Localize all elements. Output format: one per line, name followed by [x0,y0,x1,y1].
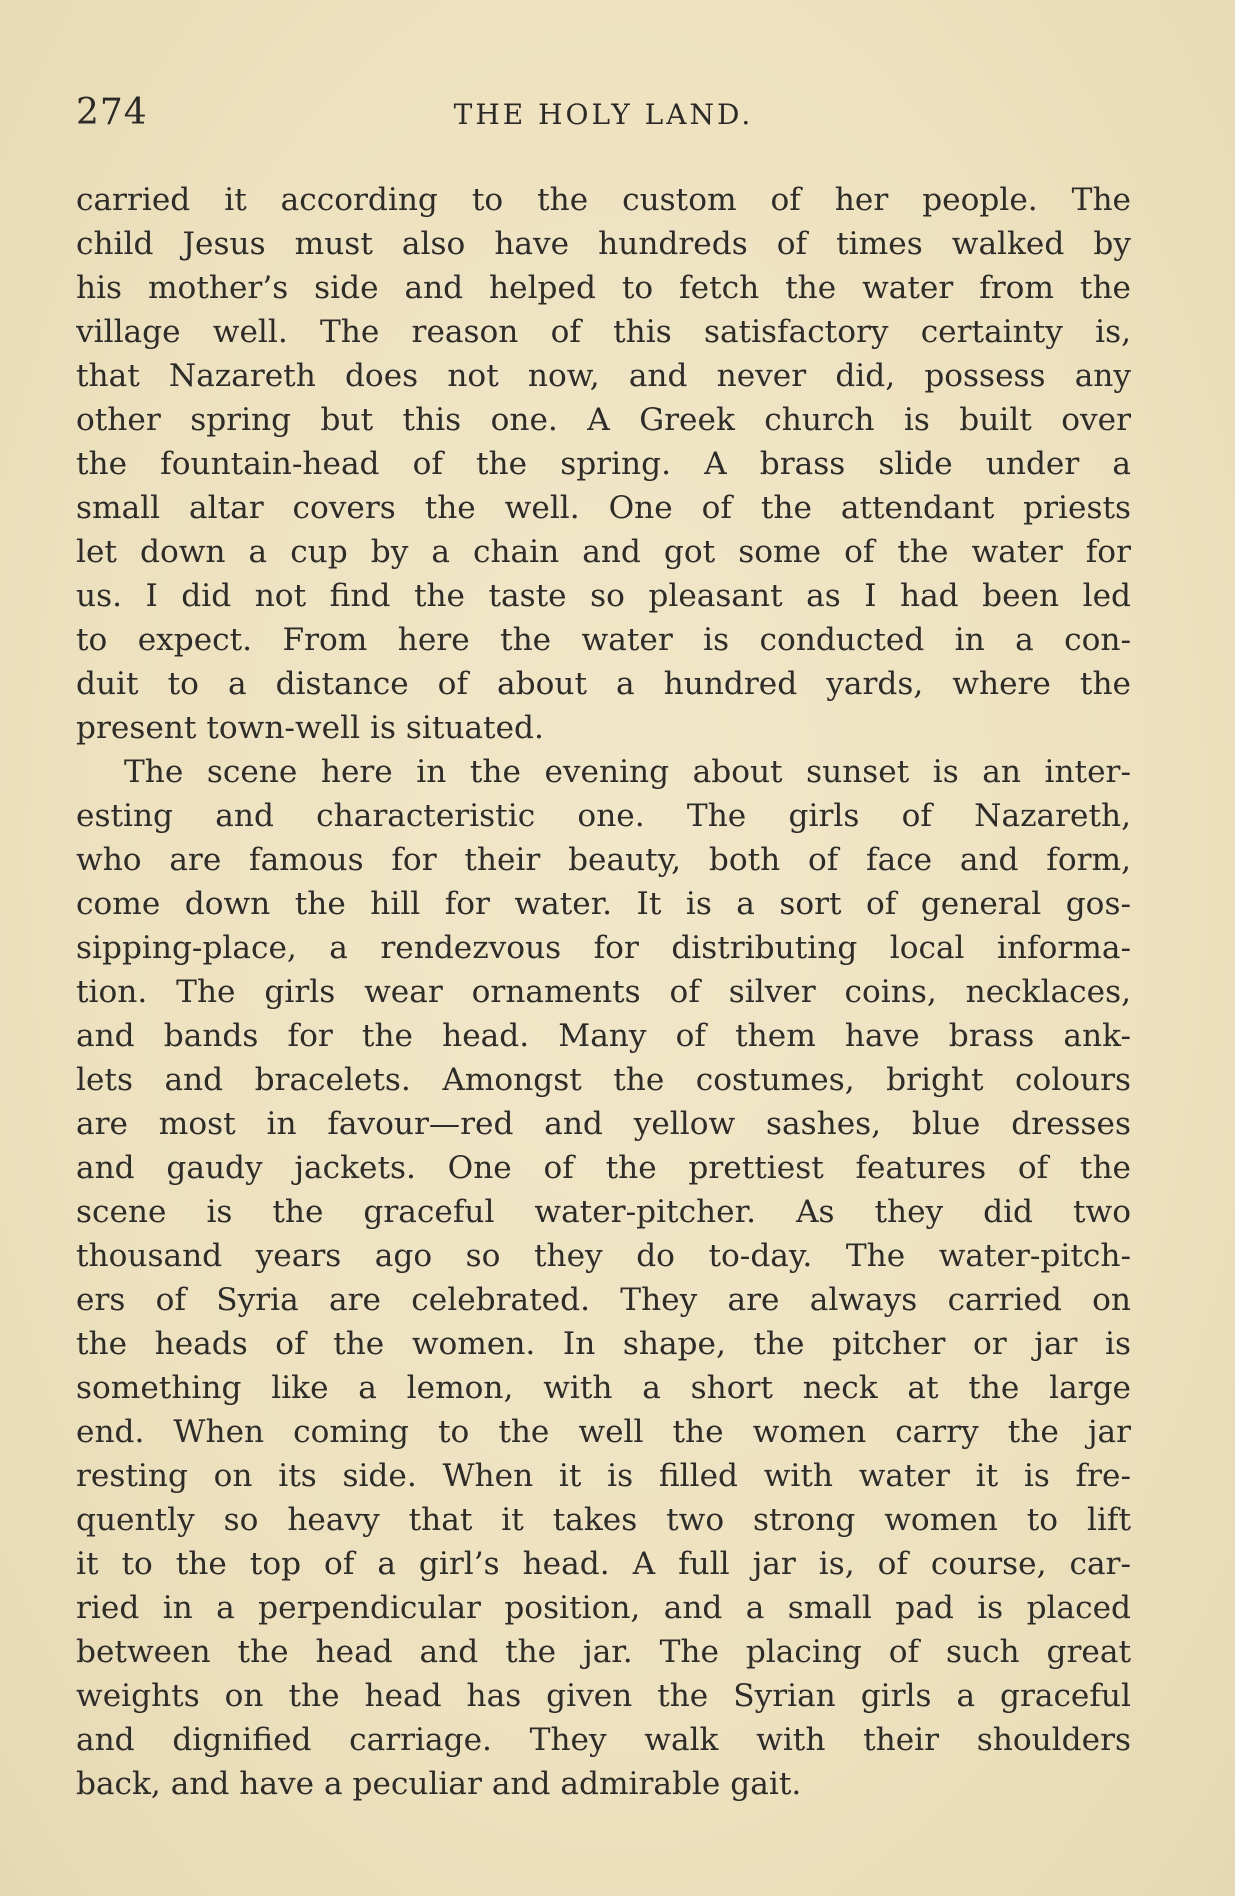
text-line: tion. The girls wear ornaments of silver coins, necklaces, [76,974,1131,1010]
text-line: and bands for the head. Many of them have brass ank- [76,1018,1131,1054]
paragraph-end-line: present town-well is situated. [76,710,544,746]
text-line: small altar covers the well. One of the attendant priests [76,490,1131,526]
paragraph-end-line: back, and have a peculiar and admirable gait. [76,1766,802,1802]
text-line: scene is the graceful water-pitcher. As they did two [76,1194,1131,1230]
text-line: come down the hill for water. It is a sort of general gos- [76,886,1131,922]
text-line: to expect. From here the water is conducted in a con- [76,622,1131,658]
paragraph-start-line: The scene here in the evening about sunset is an inter- [124,754,1131,790]
text-line: the fountain-head of the spring. A brass slide under a [76,446,1131,482]
text-line: and dignified carriage. They walk with their shoulders [76,1722,1131,1758]
text-line: his mother’s side and helped to fetch the water from the [76,270,1131,306]
text-line: us. I did not find the taste so pleasant as I had been led [76,578,1131,614]
page-header [76,92,1131,142]
text-line: thousand years ago so they do to-day. The water-pitch- [76,1238,1131,1274]
text-line: that Nazareth does not now, and never did, possess any [76,358,1131,394]
text-line: are most in favour—red and yellow sashes, blue dresses [76,1106,1131,1142]
text-line: lets and bracelets. Amongst the costumes, bright colours [76,1062,1131,1098]
text-line: let down a cup by a chain and got some of the water for [76,534,1131,570]
text-line: end. When coming to the well the women carry the jar [76,1414,1131,1450]
text-line: weights on the head has given the Syrian girls a graceful [76,1678,1131,1714]
text-line: esting and characteristic one. The girls of Nazareth, [76,798,1131,834]
text-line: ried in a perpendicular position, and a small pad is placed [76,1590,1131,1626]
text-line: carried it according to the custom of her people. The [76,182,1131,218]
text-line: ers of Syria are celebrated. They are always carried on [76,1282,1131,1318]
text-line: sipping-place, a rendezvous for distributing local informa- [76,930,1131,966]
text-line: who are famous for their beauty, both of face and form, [76,842,1131,878]
page-number: 274 [76,92,148,133]
running-title: THE HOLY LAND. [453,98,754,131]
text-line: child Jesus must also have hundreds of times walked by [76,226,1131,262]
text-line: it to the top of a girl’s head. A full jar is, of course, car- [76,1546,1131,1582]
text-line: village well. The reason of this satisfactory certainty is, [76,314,1131,350]
text-line: duit to a distance of about a hundred yards, where the [76,666,1131,702]
text-line: and gaudy jackets. One of the prettiest features of the [76,1150,1131,1186]
text-line: the heads of the women. In shape, the pitcher or jar is [76,1326,1131,1362]
body-text [76,178,1131,1806]
text-line: between the head and the jar. The placing of such great [76,1634,1131,1670]
text-line: something like a lemon, with a short neck at the large [76,1370,1131,1406]
text-line: resting on its side. When it is filled with water it is fre- [76,1458,1131,1494]
text-line: other spring but this one. A Greek church is built over [76,402,1131,438]
text-line: quently so heavy that it takes two strong women to lift [76,1502,1131,1538]
